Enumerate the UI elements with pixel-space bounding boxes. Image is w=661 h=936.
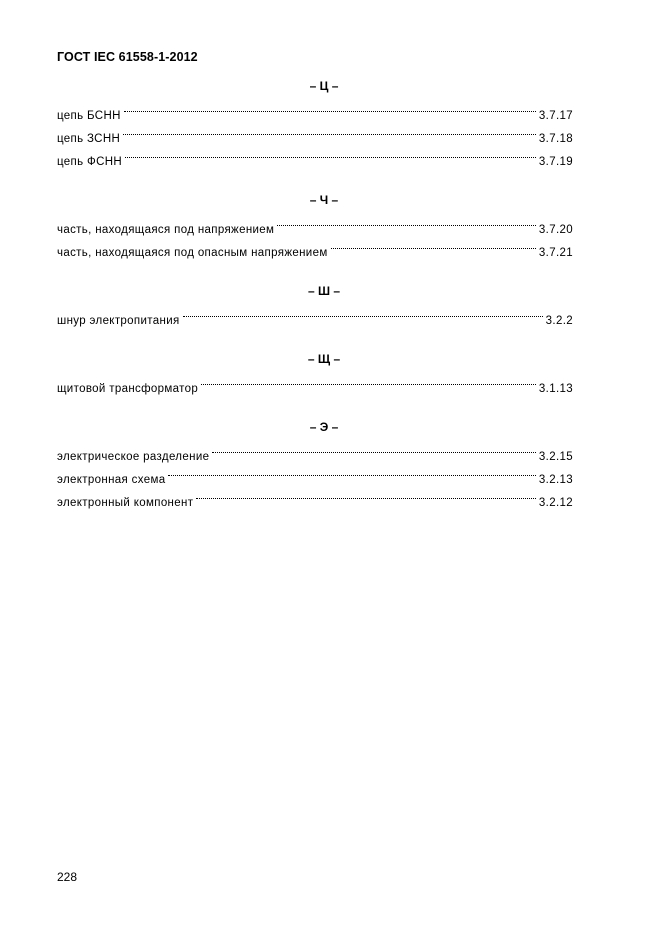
document-header: ГОСТ IEC 61558-1-2012 — [57, 50, 198, 64]
index-entry — [57, 301, 573, 327]
entry-term: электронный компонент — [57, 497, 194, 509]
entry-term: шнур электропитания — [57, 315, 180, 327]
dot-leader — [125, 142, 536, 165]
index-section-ts — [57, 76, 573, 168]
dot-leader — [183, 301, 543, 324]
entry-reference: 3.7.21 — [538, 247, 573, 259]
index-entry — [57, 210, 573, 236]
entry-term: цепь БСНН — [57, 110, 121, 122]
entry-term: электрическое разделение — [57, 451, 210, 463]
dot-leader — [123, 119, 536, 142]
dot-leader — [124, 96, 536, 119]
alphabetical-index — [57, 76, 573, 531]
section-heading: – Ш – — [307, 284, 341, 298]
section-heading: – Э – — [309, 420, 339, 434]
page-number: 228 — [57, 870, 78, 884]
entry-term: цепь ЗСНН — [57, 133, 121, 145]
index-entry — [57, 437, 573, 463]
dot-leader — [196, 483, 536, 506]
entry-reference: 3.7.18 — [538, 133, 573, 145]
index-entry — [57, 142, 573, 168]
dot-leader — [201, 369, 536, 392]
entry-term: часть, находящаяся под опасным напряжением — [57, 247, 328, 259]
index-section-ch — [57, 190, 573, 259]
entry-reference: 3.7.19 — [538, 156, 573, 168]
dot-leader — [168, 460, 535, 483]
index-section-sh — [57, 281, 573, 327]
dot-leader — [331, 233, 536, 256]
section-heading: – Ч – — [309, 193, 339, 207]
index-section-e — [57, 417, 573, 509]
entry-reference: 3.2.15 — [538, 451, 573, 463]
entry-term: цепь ФСНН — [57, 156, 123, 168]
index-entry — [57, 119, 573, 145]
entry-term: электронная схема — [57, 474, 166, 486]
entry-reference: 3.7.17 — [538, 110, 573, 122]
entry-reference: 3.2.12 — [538, 497, 573, 509]
entry-reference: 3.2.2 — [545, 315, 573, 327]
entry-reference: 3.1.13 — [538, 383, 573, 395]
index-entry — [57, 96, 573, 122]
section-heading: – Ц – — [309, 79, 339, 93]
entry-term: щитовой трансформатор — [57, 383, 199, 395]
dot-leader — [277, 210, 536, 233]
index-section-shch — [57, 349, 573, 395]
index-entry — [57, 369, 573, 395]
entry-reference: 3.7.20 — [538, 224, 573, 236]
section-heading: – Щ – — [307, 352, 341, 366]
entry-term: часть, находящаяся под напряжением — [57, 224, 275, 236]
entry-reference: 3.2.13 — [538, 474, 573, 486]
dot-leader — [212, 437, 536, 460]
